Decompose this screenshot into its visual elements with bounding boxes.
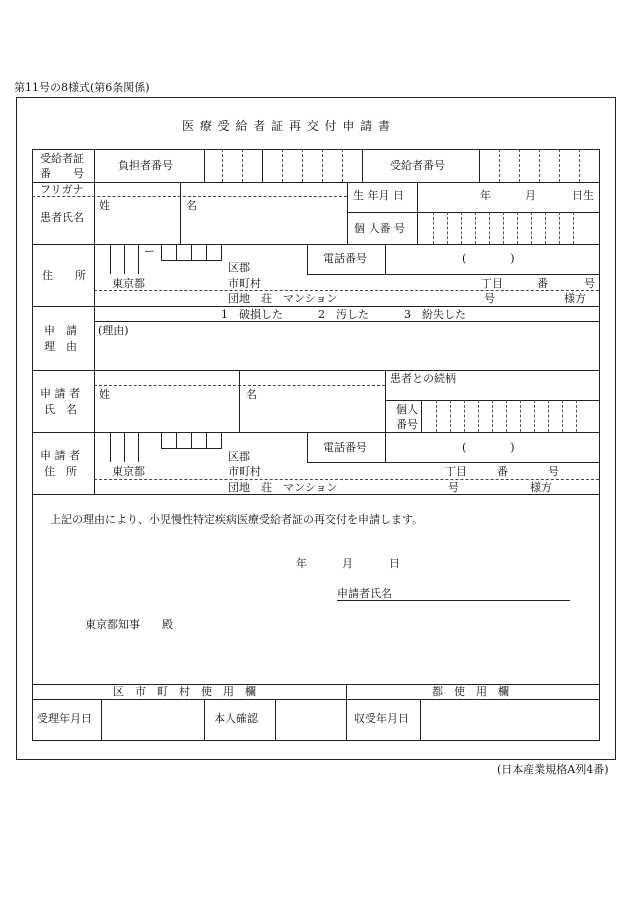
paper-size-note: (日本産業規格A列4番) [497,763,609,776]
go-label: 号 [584,277,595,290]
applicant-go-label: 号 [548,465,559,478]
applicant-phone-label: 電話番号 [323,441,367,454]
applicant-chome-label: 丁目 [445,465,467,478]
patient-sei-label: 姓 [99,199,110,212]
samakata-label: 様方 [564,292,586,305]
applicant-personal-label: 個人 [396,403,418,416]
applicant-danchi-label: 団地 荘 マンション [228,481,338,494]
form-number: 第11号の8様式(第6条関係) [14,81,150,94]
ward-use-label: 区 市 町 村 使 用 欄 [113,685,256,698]
chome-label: 丁目 [481,277,503,290]
applicant-ban-label: 番 [497,465,508,478]
reason-option-soiled[interactable]: 2 汚した [318,308,369,321]
postal-dash: ー [144,245,155,258]
form-title: 医 療 受 給 者 証 再 交 付 申 請 書 [182,119,391,133]
recipient-number-label: 受給者番号 [390,159,445,172]
furigana-label: フリガナ [40,183,84,196]
tokyo-label: 東京都 [112,277,145,290]
birth-day-label: 日生 [572,189,594,202]
metro-use-label: 都 使 用 欄 [432,685,509,698]
date-day-label: 日 [389,557,400,570]
applicant-phone-parens: ( ) [462,441,515,454]
applicant-shichoson-label: 市町村 [228,465,261,478]
patient-name-label: 患者氏名 [40,211,84,224]
applicant-personal-label-2: 番号 [396,418,418,431]
recipient-cert-label: 受給者証 [40,152,84,165]
application-statement: 上記の理由により、小児慢性特定疾病医療受給者証の再交付を申請します。 [50,513,424,526]
phone-parens: ( ) [462,252,515,265]
date-month-label: 月 [342,557,353,570]
applicant-label: 申 請 者 [40,387,80,400]
recipient-cert-label-2: 番 号 [40,167,84,180]
reason-text-label: (理由) [98,324,129,337]
applicant-label-2: 氏 名 [44,403,77,416]
burden-number-label: 負担者番号 [118,159,173,172]
date-year-label: 年 [296,557,307,570]
room-go-label: 号 [484,292,495,305]
receipt-date-label: 収受年月日 [354,712,409,725]
received-date-label: 受理年月日 [37,712,92,725]
applicant-sei-label: 姓 [99,388,110,401]
reason-label-2: 理 由 [44,340,77,353]
ban-label: 番 [537,277,548,290]
reason-label: 申 請 [44,324,77,337]
identity-check-label: 本人確認 [214,712,258,725]
signature-line[interactable] [337,600,570,601]
relation-label: 患者との続柄 [390,372,456,385]
applicant-address-label-2: 住 所 [44,465,77,478]
patient-mei-label: 名 [186,199,197,212]
signature-label: 申請者氏名 [337,587,392,600]
addressee: 東京都知事 殿 [85,618,173,631]
ku-gun-label: 区郡 [228,261,250,274]
danchi-label: 団地 荘 マンション [228,292,338,305]
personal-number-label: 個 人番 号 [354,222,405,235]
applicant-mei-label: 名 [246,388,257,401]
birth-year-label: 年 [480,189,491,202]
birth-date-label: 生 年月 日 [353,189,404,202]
applicant-tokyo-label: 東京都 [112,465,145,478]
applicant-ku-gun-label: 区郡 [228,450,250,463]
shichoson-label: 市町村 [228,277,261,290]
reason-option-damaged[interactable]: 1 破損した [221,308,283,321]
applicant-address-label: 申 請 者 [40,449,80,462]
form-table [32,149,600,741]
applicant-samakata-label: 様方 [530,481,552,494]
phone-label: 電話番号 [323,252,367,265]
applicant-room-go-label: 号 [448,481,459,494]
reason-option-lost[interactable]: 3 紛失した [404,308,466,321]
birth-month-label: 月 [525,189,536,202]
address-label: 住 所 [42,269,86,282]
